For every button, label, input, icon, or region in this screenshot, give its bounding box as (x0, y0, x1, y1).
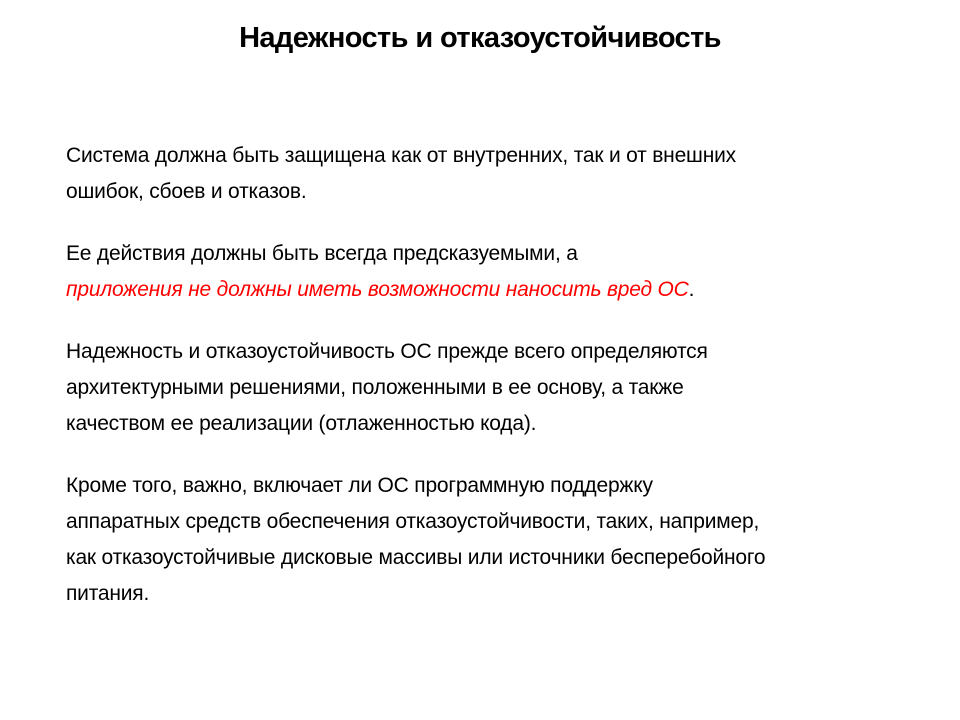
emphasized-text-segment: приложения не должны иметь возможности наносить вред ОС (66, 278, 689, 301)
text-segment: . (688, 278, 695, 301)
text-segment: питания. (66, 582, 150, 605)
text-segment: Система должна быть защищена как от внутренних, так и от внешних (66, 144, 736, 167)
text-segment: ошибок, сбоев и отказов. (66, 180, 307, 203)
text-segment: как отказоустойчивые дисковые массивы или источники бесперебойного (66, 546, 766, 569)
paragraph (66, 334, 911, 442)
slide-body (66, 138, 911, 638)
text-segment: архитектурными решениями, положенными в ее основу, а также (66, 376, 684, 399)
text-segment: Ее действия должны быть всегда предсказуемыми, а (66, 242, 578, 265)
text-segment: Кроме того, важно, включает ли ОС программную поддержку (66, 474, 653, 497)
paragraph (66, 138, 911, 210)
text-segment: Надежность и отказоустойчивость ОС прежде всего определяются (66, 340, 708, 363)
slide-title: Надежность и отказоустойчивость (239, 22, 721, 54)
text-segment: качеством ее реализации (отлаженностью кода). (66, 412, 537, 435)
text-segment: аппаратных средств обеспечения отказоустойчивости, таких, например, (66, 510, 760, 533)
paragraph (66, 468, 911, 612)
paragraph (66, 236, 911, 308)
